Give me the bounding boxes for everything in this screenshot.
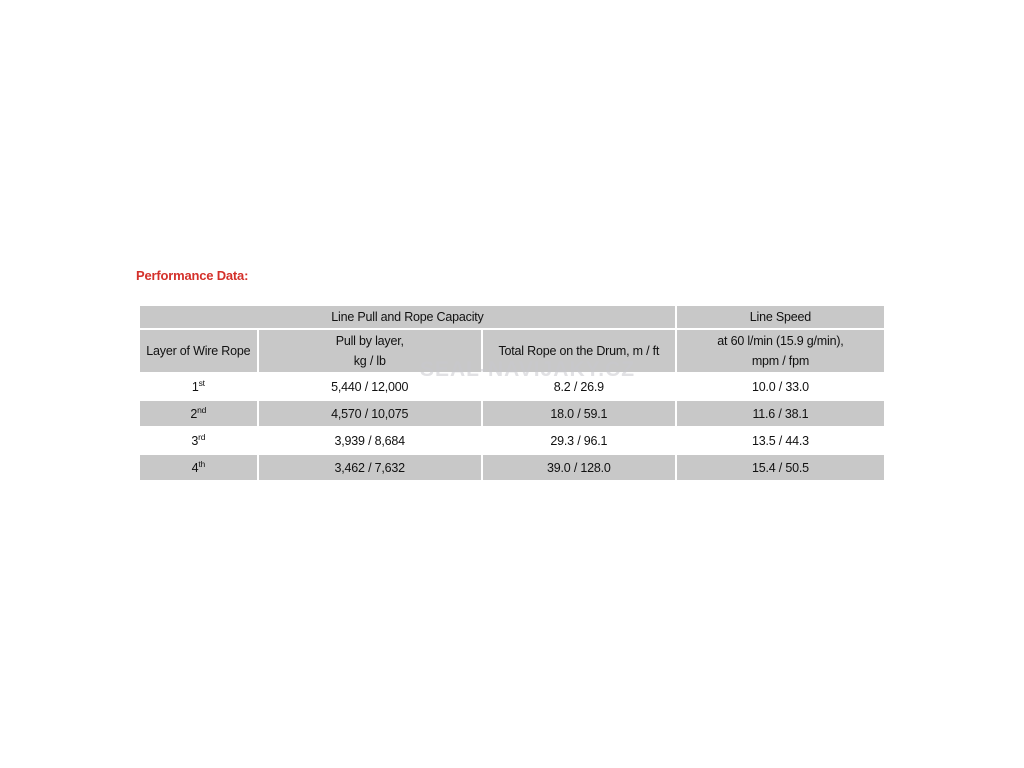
cell-rope: 29.3 / 96.1 bbox=[483, 428, 675, 453]
header-pull-line1: Pull by layer, bbox=[335, 334, 404, 348]
group-header-capacity: Line Pull and Rope Capacity bbox=[140, 306, 675, 328]
header-speed-line2: mpm / fpm bbox=[751, 354, 810, 368]
cell-speed: 10.0 / 33.0 bbox=[677, 374, 884, 399]
cell-rope: 8.2 / 26.9 bbox=[483, 374, 675, 399]
table-row bbox=[140, 401, 884, 426]
cell-layer bbox=[140, 374, 257, 399]
layer-number: 2 bbox=[190, 406, 198, 421]
cell-speed: 15.4 / 50.5 bbox=[677, 455, 884, 480]
cell-speed: 11.6 / 38.1 bbox=[677, 401, 884, 426]
cell-pull: 3,939 / 8,684 bbox=[259, 428, 481, 453]
layer-number: 4 bbox=[191, 460, 199, 475]
layer-suffix: th bbox=[198, 458, 206, 469]
header-rope: Total Rope on the Drum, m / ft bbox=[483, 330, 675, 372]
performance-table bbox=[138, 304, 886, 482]
cell-rope: 18.0 / 59.1 bbox=[483, 401, 675, 426]
cell-layer bbox=[140, 401, 257, 426]
layer-suffix: st bbox=[198, 377, 205, 388]
table-sub-header-row bbox=[140, 330, 884, 372]
section-heading: Performance Data: bbox=[136, 268, 249, 283]
cell-pull: 5,440 / 12,000 bbox=[259, 374, 481, 399]
cell-pull: 4,570 / 10,075 bbox=[259, 401, 481, 426]
cell-pull: 3,462 / 7,632 bbox=[259, 455, 481, 480]
table-row bbox=[140, 428, 884, 453]
header-speed-line1: at 60 l/min (15.9 g/min), bbox=[717, 334, 844, 348]
layer-number: 3 bbox=[191, 433, 199, 448]
layer-suffix: nd bbox=[197, 404, 207, 415]
table-row bbox=[140, 374, 884, 399]
header-pull-line2: kg / lb bbox=[353, 354, 386, 368]
table-row bbox=[140, 455, 884, 480]
cell-speed: 13.5 / 44.3 bbox=[677, 428, 884, 453]
header-speed bbox=[677, 330, 884, 372]
layer-suffix: rd bbox=[198, 431, 206, 442]
cell-layer bbox=[140, 428, 257, 453]
table-group-header-row bbox=[140, 306, 884, 328]
group-header-speed: Line Speed bbox=[677, 306, 884, 328]
cell-layer bbox=[140, 455, 257, 480]
header-pull bbox=[259, 330, 481, 372]
watermark-text: SEAL-NAVIJAKY.CZ bbox=[420, 358, 636, 381]
header-layer: Layer of Wire Rope bbox=[140, 330, 257, 372]
cell-rope: 39.0 / 128.0 bbox=[483, 455, 675, 480]
layer-number: 1 bbox=[191, 379, 199, 394]
